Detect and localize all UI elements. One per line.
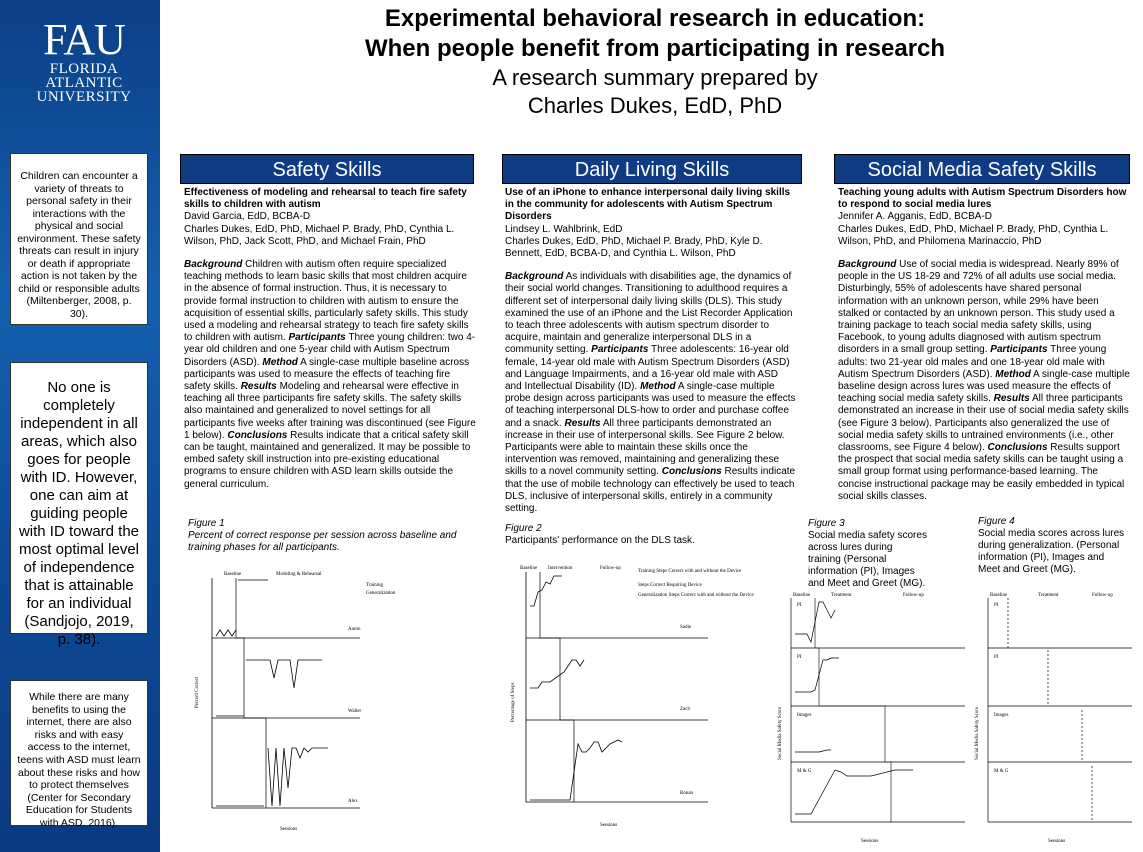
text-background: Use of social media is widespread. Nearly 89% of people in the US 18-29 and 72% of all adults use social media. Disturbingly, 55% of adolescents have shared personal information with an unknown person, while 29% have been stalked or contacted by an unknown person. This study used a training package to teach social media safety skills, using Facebook, to young adults diagnosed with autism spectrum disorders in a small group setting. bbox=[838, 259, 1119, 356]
paper-body bbox=[505, 271, 797, 515]
label-conclusions: Conclusions bbox=[227, 429, 288, 441]
paper-title: Effectiveness of modeling and rehearsal to teach fire safety skills to children with autism bbox=[184, 187, 467, 211]
fig1-phase-line bbox=[236, 578, 266, 808]
title-line2: When people benefit from participating in research bbox=[364, 35, 946, 62]
title-line1: Experimental behavioral research in education: bbox=[384, 5, 926, 32]
fig3-panel-2: PI bbox=[797, 655, 802, 660]
figure4-caption bbox=[978, 516, 1128, 576]
figure4-text: Social media scores across lures during generalization. (Personal information (PI), Images and Meet and Greet (MG). bbox=[978, 528, 1125, 575]
figure1-caption bbox=[188, 518, 458, 554]
fig2-ylabel: Percentage of Steps bbox=[511, 682, 516, 722]
text-method: A single-case multiple probe design across participants was used to measure the effects of teaching interpersonal DLS-how to order and purchase coffee and a snack. bbox=[505, 381, 796, 429]
heading-safety-skills: Safety Skills bbox=[180, 154, 474, 184]
label-participants: Participants bbox=[990, 344, 1048, 356]
fig4-phase-treatment: Treatment bbox=[1038, 593, 1059, 598]
fig2-series-sadie bbox=[530, 576, 562, 606]
fig1-legend-generalization: Generalization bbox=[366, 591, 396, 596]
fig4-panel-4: M & G bbox=[994, 769, 1009, 774]
fig2-xlabel: Sessions bbox=[600, 823, 618, 828]
text-background: As individuals with disabilities age, the dynamics of their social world changes. Transitioning to adulthood requires a different set of interpersonal daily living skills (DLS). This study examined the use of an iPhone and the List Recorder Application to teach three adolescents with autism spectrum disorder to acquire, maintain and generalize interpersonal DLS in a community setting. bbox=[505, 271, 793, 356]
fig1-series-walter-training bbox=[246, 660, 322, 688]
paper-title: Teaching young adults with Autism Spectrum Disorders how to respond to social media lures bbox=[838, 187, 1127, 211]
fig4-ylabel: Social Media Safety Score bbox=[975, 706, 980, 760]
fig4-panel-3: Images bbox=[994, 713, 1009, 718]
figure3-label: Figure 3 bbox=[808, 518, 845, 529]
logo-mark: FAU bbox=[43, 15, 125, 64]
column-social-media bbox=[838, 187, 1130, 503]
fig2-phase-followup: Follow-up bbox=[600, 566, 621, 571]
text-participants: Three young adults: two 21-year old males and one 18-year old male with Autism Spectrum Disorders (ASD). bbox=[838, 344, 1107, 380]
fig2-name-sadie: Sadie bbox=[680, 625, 692, 630]
paper-body bbox=[838, 259, 1130, 503]
fig3-series-mg bbox=[795, 770, 913, 814]
text-method: A single-case multiple baseline across participants was used to measure the effects of teaching fire safety skills. bbox=[184, 356, 470, 393]
text-participants: Three young children: two 4-year old children and one 5-year child with Autism Spectrum Disorders (ASD). bbox=[184, 332, 476, 368]
label-results: Results bbox=[993, 393, 1030, 405]
figure3-caption bbox=[808, 518, 928, 590]
poster-title bbox=[300, 4, 1010, 120]
fig2-name-ronan: Ronan bbox=[680, 791, 694, 796]
fig1-name-walter: Walter bbox=[348, 709, 362, 714]
sidebar-quote-safety: Children can encounter a variety of threats to personal safety in their interactions with the physical and social environment. These safety threats can result in injury or death if appropriate action is not taken by the child or responsible adults (Miltenberger, 2008, p. 30). bbox=[10, 153, 148, 325]
fig3-panel-1: PI bbox=[797, 603, 802, 608]
fig4-phase-followup: Follow-up bbox=[1092, 593, 1113, 598]
label-background: Background bbox=[838, 259, 897, 271]
paper-author: Jennifer A. Agganis, EdD, BCBA-D bbox=[838, 211, 992, 223]
figure2-text: Participants' performance on the DLS task. bbox=[505, 535, 695, 546]
text-conclusions: Results indicate that the use of mobile technology can effectively be used to teach DLS, inclusive of interpersonal skills, entirely in a community setting. bbox=[505, 466, 796, 515]
figure1-label: Figure 1 bbox=[188, 518, 225, 529]
paper-coauthors: Charles Dukes, EdD, PhD, Michael P. Brady, PhD, Cynthia L. Wilson, PhD, Jack Scott, PhD, and Michael Frain, PhD bbox=[184, 223, 455, 247]
fig4-panel-1: PI bbox=[994, 603, 999, 608]
fig1-name-aaron: Aaron bbox=[348, 627, 361, 632]
sidebar bbox=[0, 0, 160, 852]
subtitle-line2: Charles Dukes, EdD, PhD bbox=[527, 93, 783, 118]
text-results: All three participants demonstrated an increase in their use of interpersonal skills. See Figure 2 below. Participants were able to maintain these skills once the intervention was removed, maintaining and generalizing these skills to a novel community setting. bbox=[505, 417, 785, 478]
fig3-series-images bbox=[795, 750, 831, 752]
fig4-phase-baseline: Baseline bbox=[990, 593, 1008, 598]
fig1-name-alex: Alex bbox=[348, 799, 358, 804]
fig3-phase-followup: Follow-up bbox=[903, 593, 924, 598]
figure3-graph bbox=[775, 590, 970, 845]
fig2-legend-2: Steps Correct Requiring Device bbox=[638, 583, 702, 588]
label-conclusions: Conclusions bbox=[661, 466, 722, 478]
paper-body bbox=[184, 259, 476, 491]
paper-author: Lindsey L. Wahlbrink, EdD bbox=[505, 223, 623, 235]
sidebar-quote-independence: No one is completely independent in all areas, which also goes for people with ID. However, one can aim at guiding people with ID toward the most optimal level of independence that is attainable for an individual (Sandjojo, 2019, p. 38). bbox=[10, 362, 148, 634]
label-conclusions: Conclusions bbox=[987, 442, 1048, 454]
paper-author: David Garcia, EdD, BCBA-D bbox=[184, 211, 311, 223]
fig3-ylabel: Social Media Safety Score bbox=[778, 706, 783, 760]
fig3-phase-treatment: Treatment bbox=[831, 593, 852, 598]
fig2-phase-line bbox=[540, 572, 574, 802]
label-method: Method bbox=[640, 381, 676, 393]
figure3-text: Social media safety scores across lures during training (Personal information (PI), Images and Meet and Greet (MG). bbox=[808, 530, 927, 589]
text-conclusions: Results support the prospect that social media safety skills can be taught using a small group format using performance-based learning. The concise instructional package may be easily embedded in typical social skills classes. bbox=[838, 442, 1125, 502]
fig2-legend-3: Generalization Steps Correct with and without the Device bbox=[638, 593, 754, 598]
fig3-series-pi-2 bbox=[795, 658, 839, 692]
column-daily-living bbox=[505, 187, 797, 515]
fig1-phase-training: Modeling & Rehearsal bbox=[276, 572, 322, 577]
figure4-graph bbox=[972, 590, 1137, 845]
figure4-label: Figure 4 bbox=[978, 516, 1015, 527]
fig3-panel-3: Images bbox=[797, 713, 812, 718]
fig3-phase-line bbox=[815, 598, 891, 822]
text-results: Modeling and rehearsal were effective in teaching all three participants fire safety skills. The safety skills also maintained and generalized to novel settings for all participants five weeks after training was discontinued (see Figure 1 below). bbox=[184, 381, 476, 441]
fig1-legend-training: Training bbox=[366, 583, 384, 588]
label-background: Background bbox=[505, 271, 564, 283]
logo-line1: FLORIDA bbox=[49, 61, 119, 77]
fig3-panel-4: M & G bbox=[797, 769, 812, 774]
fig2-phase-intervention: Intervention bbox=[548, 566, 573, 571]
label-results: Results bbox=[240, 381, 277, 393]
fig1-series-aaron-baseline bbox=[216, 630, 236, 636]
text-participants: Three adolescents: 16-year old female, 14-year old male with Autism Spectrum Disorders (ASD) and Language Impairments, and a 16-year old male with ASD and Intellectual Disability (ID). bbox=[505, 344, 790, 393]
figure2-graph bbox=[508, 562, 754, 832]
figure2-caption bbox=[505, 523, 785, 547]
text-results: All three participants demonstrated an increase in their use of social media safety skills (see Figure 3 below). Participants also generalized the use of social media safety skills to untrained environments (i.e., other classrooms, see Figure 4 below). bbox=[838, 393, 1129, 454]
paper-title: Use of an iPhone to enhance interpersonal daily living skills in the community for adolescents with Autism Spectrum Disorders bbox=[505, 187, 791, 223]
label-background: Background bbox=[184, 259, 243, 271]
figure2-label: Figure 2 bbox=[505, 523, 542, 534]
text-conclusions: Results indicate that a critical safety skill can be taught, maintained and generalized. It may be possible to embed safety skill instruction into pre-existing educational programs to ensure children with ASD learn skills outside the general curriculum. bbox=[184, 429, 471, 490]
fig3-phase-baseline: Baseline bbox=[793, 593, 811, 598]
paper-coauthors: Charles Dukes, EdD, PhD, Michael P. Brady, PhD, Cynthia L. Wilson, PhD, and Philomena Marinaccio, PhD bbox=[838, 223, 1109, 247]
fig2-series-zach bbox=[530, 660, 584, 688]
heading-social-media-safety: Social Media Safety Skills bbox=[834, 154, 1130, 184]
logo-line2: ATLANTIC bbox=[45, 75, 123, 91]
label-participants: Participants bbox=[288, 332, 346, 344]
fig3-xlabel: Sessions bbox=[861, 839, 879, 844]
label-participants: Participants bbox=[591, 344, 649, 356]
sidebar-quote-internet: While there are many benefits to using the internet, there are also risks and with easy access to the internet, teens with ASD must learn about these risks and how to protect themselves (Center for Secondary Education for Students with ASD, 2016). bbox=[10, 680, 148, 826]
fig1-xlabel: Sessions bbox=[280, 827, 298, 832]
fig2-legend-1: Training Steps Correct with and without the Device bbox=[638, 569, 742, 574]
label-method: Method bbox=[995, 368, 1031, 380]
logo-line3: UNIVERSITY bbox=[36, 89, 132, 105]
label-results: Results bbox=[564, 417, 601, 429]
figure1-graph bbox=[190, 568, 396, 838]
paper-coauthors: Charles Dukes, EdD, PhD, Michael P. Brady, PhD, Kyle D. Bennett, EdD, BCBA-D, and Cynthia L. Wilson, PhD bbox=[505, 235, 763, 260]
fig2-name-zach: Zach bbox=[680, 707, 690, 712]
figure1-text: Percent of correct response per session across baseline and training phases for all participants. bbox=[188, 530, 457, 553]
label-method: Method bbox=[262, 356, 298, 368]
subtitle-line1: A research summary prepared by bbox=[492, 65, 818, 90]
fig1-phase-baseline: Baseline bbox=[224, 572, 242, 577]
fig2-phase-baseline: Baseline bbox=[520, 566, 538, 571]
text-method: A single-case multiple baseline design across lures was used measure the effects of teaching social media safety skills. bbox=[838, 368, 1130, 405]
fig4-panel-2: PI bbox=[994, 655, 999, 660]
fig1-series-alex-training bbox=[268, 748, 328, 806]
fig1-ylabel: Percent Correct bbox=[195, 676, 200, 708]
fig4-xlabel: Sessions bbox=[1048, 839, 1066, 844]
heading-daily-living-skills: Daily Living Skills bbox=[502, 154, 802, 184]
fig2-series-ronan bbox=[530, 740, 622, 800]
text-background: Children with autism often require specialized teaching methods to learn basic skills that most children acquire in the absence of formal instruction. Thus, it is necessary to provide formal instruction to children with autism to ensure the acquisition of essential skills, particularly safety skills. This study used a modeling and rehearsal strategy to teach fire safety skills to children with autism. bbox=[184, 259, 469, 344]
fau-logo bbox=[14, 15, 154, 105]
column-safety bbox=[184, 187, 476, 491]
